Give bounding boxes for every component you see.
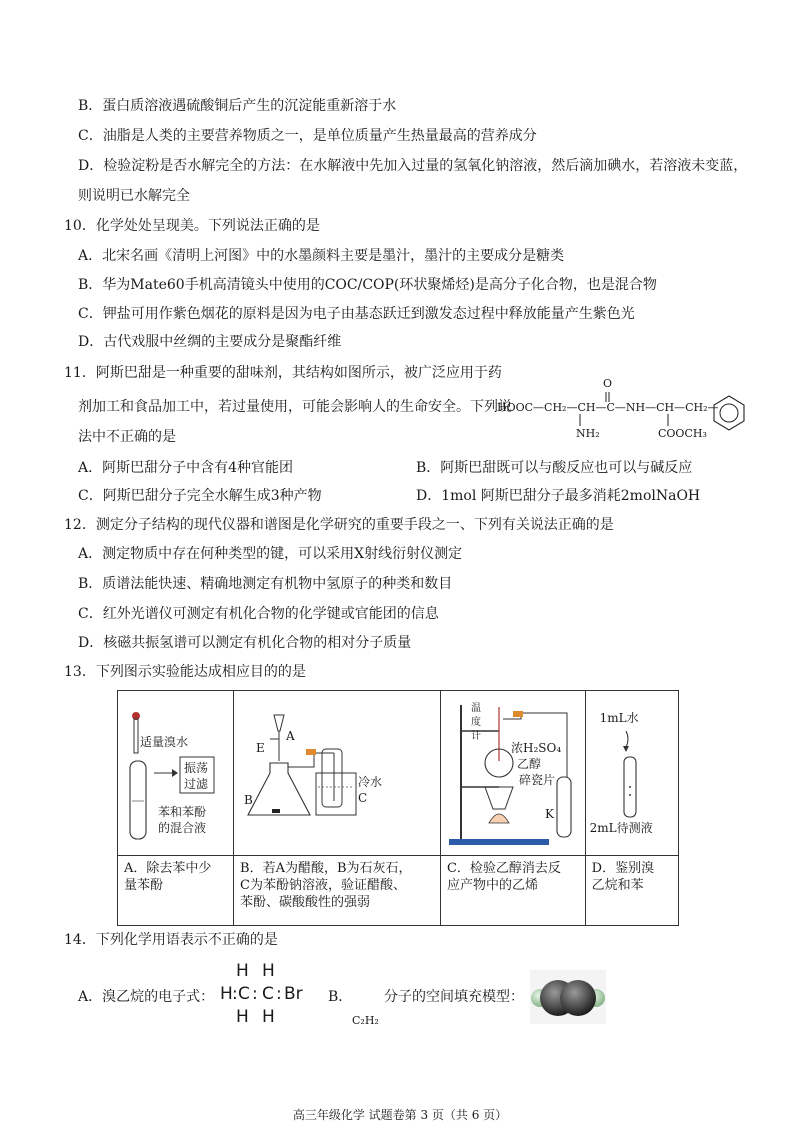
structure-cooch3: COOCH₃ bbox=[658, 427, 707, 440]
q12-option-a: A．测定物质中存在何种类型的键，可以采用X射线衍射仪测定 bbox=[78, 546, 463, 562]
q11-stem-line2: 剂加工和食品加工中，若过量使用，可能会影响人的生命安全。下列说 bbox=[78, 399, 512, 415]
q11-stem-line1: 11．阿斯巴甜是一种重要的甜味剂，其结构如图所示，被广泛应用于药 bbox=[64, 365, 502, 381]
exp-a-caption: A．除去苯中少 量苯酚 bbox=[118, 856, 234, 926]
exp-c-caption: C．检验乙醇消去反 应产物中的乙烯 bbox=[440, 856, 585, 926]
exp-a-box-line2: 过滤 bbox=[184, 777, 209, 791]
exp-a-mixture-line2: 的混合液 bbox=[158, 821, 207, 835]
exp-d-caption: D．鉴别溴 乙烷和苯 bbox=[585, 856, 678, 926]
carbonyl-o-label: O bbox=[603, 377, 613, 390]
exp-c-figure bbox=[440, 691, 585, 856]
q11-option-a: A．阿斯巴甜分子中含有4种官能团 bbox=[78, 460, 294, 476]
q11-option-c: C．阿斯巴甜分子完全水解生成3种产物 bbox=[78, 488, 322, 504]
exp-a-mixture-line1: 苯和苯酚 bbox=[158, 805, 207, 819]
q14-option-a: A．溴乙烷的电子式： bbox=[78, 989, 215, 1005]
q10-option-c: C．钾盐可用作紫色烟花的原料是因为电子由基态跃迁到激发态过程中释放能量产生紫色光 bbox=[78, 306, 635, 322]
structure-bonds bbox=[0, 0, 800, 450]
experiment-table bbox=[117, 690, 679, 926]
q9-option-b: B．蛋白质溶液遇硫酸铜后产生的沉淀能重新溶于水 bbox=[78, 98, 397, 114]
q14-stem: 14．下列化学用语表示不正确的是 bbox=[64, 932, 278, 948]
exp-b-caption: B．若A为醋酸，B为石灰石， C为苯酚钠溶液，验证醋酸、 苯酚、碳酸酸性的强弱 bbox=[234, 856, 441, 926]
q10-option-d: D．古代戏服中丝绸的主要成分是聚酯纤维 bbox=[78, 334, 342, 350]
q10-option-b: B．华为Mate60手机高清镜头中使用的COC/COP(环状聚烯烃)是高分子化合物，也是混合物 bbox=[78, 277, 657, 293]
page-footer: 高三年级化学 试题卷第 3 页（共 6 页） bbox=[292, 1108, 508, 1122]
exp-b-label-e: E bbox=[256, 741, 265, 755]
q12-option-b: B．质谱法能快速、精确地测定有机物中氢原子的种类和数目 bbox=[78, 576, 453, 592]
exp-b-label-c: C bbox=[358, 791, 368, 805]
q14-option-b-text: 分子的空间填充模型： bbox=[384, 989, 524, 1005]
exp-c-acid: 浓H₂SO₄ bbox=[510, 741, 562, 755]
exp-b-cold-water: 冷水 bbox=[358, 775, 383, 789]
q14-option-b-label: B． bbox=[328, 989, 353, 1005]
q9-option-d-line2: 则说明已水解完全 bbox=[78, 188, 190, 204]
q12-option-c: C．红外光谱仪可测定有机化合物的化学键或官能团的信息 bbox=[78, 606, 439, 622]
q13-stem: 13．下列图示实验能达成相应目的的是 bbox=[64, 664, 306, 680]
structure-main-chain: HOOC—CH₂—CH—C—NH—CH—CH₂— bbox=[497, 401, 719, 414]
exp-b-figure bbox=[234, 691, 441, 856]
exp-b-label-b: B bbox=[244, 793, 253, 807]
exp-d-sample: 2mL待测液 bbox=[589, 821, 653, 835]
exp-a-box-line1: 振荡 bbox=[184, 761, 209, 775]
exp-c-thermo-3: 计 bbox=[470, 731, 481, 742]
q11-option-b: B．阿斯巴甜既可以与酸反应也可以与碱反应 bbox=[416, 460, 693, 476]
q12-stem: 12．测定分子结构的现代仪器和谱图是化学研究的重要手段之一、下列有关说法正确的是 bbox=[64, 517, 614, 533]
q10-option-a: A．北宋名画《清明上河图》中的水墨颜料主要是墨汁，墨汁的主要成分是糖类 bbox=[78, 248, 565, 264]
exp-c-k: K bbox=[544, 807, 554, 821]
q11-option-d: D．1mol 阿斯巴甜分子最多消耗2molNaOH bbox=[416, 488, 701, 504]
q14-formula: C₂H₂ bbox=[352, 1014, 379, 1027]
q10-stem: 10．化学处处呈现美。下列说法正确的是 bbox=[64, 218, 320, 234]
exp-c-thermo-1: 温 bbox=[470, 703, 481, 714]
exp-b-label-a: A bbox=[286, 729, 295, 743]
exp-a-reagent: 适量溴水 bbox=[140, 735, 189, 749]
exp-c-ethanol: 乙醇 bbox=[516, 757, 541, 771]
q9-option-d-line1: D．检验淀粉是否水解完全的方法：在水解液中先加入过量的氢氧化钠溶液，然后滴加碘水，若溶液未变蓝， bbox=[78, 158, 748, 174]
exp-a-figure bbox=[118, 691, 234, 856]
q11-stem-line3: 法中不正确的是 bbox=[78, 429, 176, 445]
exp-d-water: 1mL水 bbox=[599, 711, 639, 725]
exp-d-figure bbox=[585, 691, 678, 856]
exp-c-chips: 碎瓷片 bbox=[518, 773, 555, 787]
q9-option-c: C．油脂是人类的主要营养物质之一，是单位质量产生热量最高的营养成分 bbox=[78, 128, 537, 144]
exp-c-thermo-2: 度 bbox=[470, 717, 481, 728]
structure-nh2: NH₂ bbox=[576, 427, 600, 440]
q12-option-d: D．核磁共振氢谱可以测定有机化合物的相对分子质量 bbox=[78, 635, 412, 651]
